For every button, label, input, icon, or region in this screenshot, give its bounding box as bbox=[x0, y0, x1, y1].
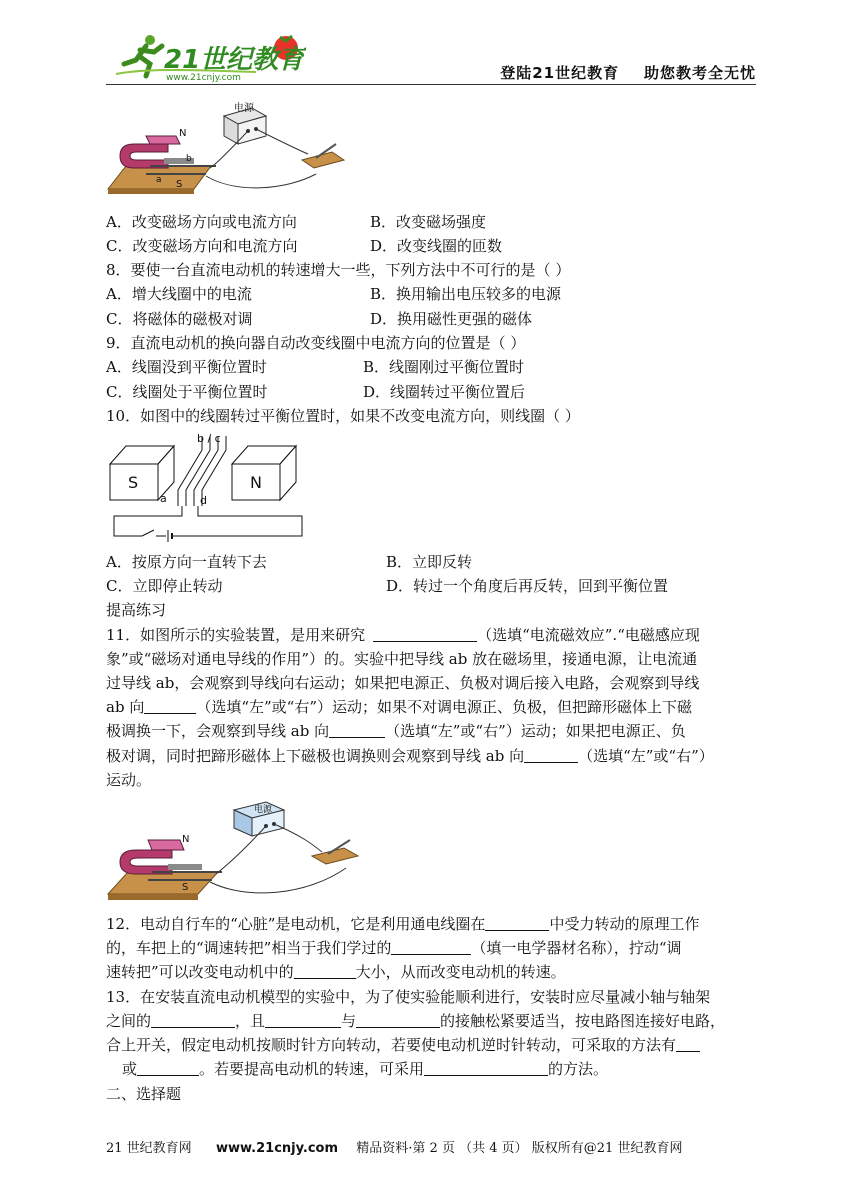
svg-text:www.21cnjy.com: www.21cnjy.com bbox=[166, 73, 241, 83]
figure-apparatus-q11 bbox=[106, 796, 368, 904]
figure-apparatus-top bbox=[106, 94, 358, 196]
q10-option-c: C．立即停止转动 bbox=[106, 577, 223, 595]
q8-option-a: A．增大线圈中的电流 bbox=[106, 285, 252, 303]
svg-text:d: d bbox=[200, 494, 207, 507]
q7-option-a: A．改变磁场方向或电流方向 bbox=[106, 213, 297, 231]
svg-text:21世纪教育: 21世纪教育 bbox=[164, 45, 305, 75]
q11-line-6: 极对调，同时把蹄形磁体上下磁极也调换则会观察到导线 ab 向 （选填“左”或“右”） bbox=[106, 747, 714, 765]
q9-option-c: C．线圈处于平衡位置时 bbox=[106, 383, 268, 401]
page-footer bbox=[106, 1137, 756, 1156]
svg-text:电源: 电源 bbox=[254, 805, 273, 815]
svg-text:S: S bbox=[176, 179, 183, 190]
svg-text:S: S bbox=[182, 882, 189, 893]
section-heading-choice: 二、选择题 bbox=[106, 1085, 182, 1103]
logo-21cnjy bbox=[106, 30, 306, 84]
q8-option-b: B．换用输出电压较多的电源 bbox=[370, 285, 562, 303]
header-divider bbox=[106, 84, 756, 85]
q9-option-d: D．线圈转过平衡位置后 bbox=[363, 383, 526, 401]
q11-line-1: 11．如图所示的实验装置，是用来研究 （选填“电流磁效应”.“电磁感应现 bbox=[106, 626, 700, 644]
svg-text:S: S bbox=[128, 473, 139, 492]
figure-coil-magnets bbox=[106, 432, 306, 542]
q8-stem: 8．要使一台直流电动机的转速增大一些，下列方法中不可行的是（ ） bbox=[106, 261, 571, 279]
q9-stem: 9．直流电动机的换向器自动改变线圈中电流方向的位置是（ ） bbox=[106, 334, 526, 352]
q10-option-b: B．立即反转 bbox=[386, 553, 473, 571]
q9-option-b: B．线圈刚过平衡位置时 bbox=[363, 358, 525, 376]
q12-line-1: 12．电动自行车的“心脏”是电动机，它是利用通电线圈在 中受力转动的原理工作 bbox=[106, 915, 700, 933]
svg-text:b / c: b / c bbox=[197, 432, 221, 445]
header-slogan: 登陆21世纪教育 助您教考全无忧 bbox=[500, 64, 756, 82]
q12-line-2: 的，车把上的“调速转把”相当于我们学过的 （填一电学器材名称），拧动“调 bbox=[106, 939, 682, 957]
footer-left: 21 世纪教育网 bbox=[106, 1141, 192, 1156]
svg-text:a: a bbox=[160, 492, 167, 505]
q10-option-d: D．转过一个角度后再反转，回到平衡位置 bbox=[386, 577, 669, 595]
svg-text:N: N bbox=[179, 128, 187, 139]
q13-line-2: 之间的 ，且 与 的接触松紧要适当，按电路图连接好电路， bbox=[106, 1012, 726, 1030]
q11-line-2: 象”或“磁场对通电导线的作用”）的。实验中把导线 ab 放在磁场里，接通电源，让电流通 bbox=[106, 650, 698, 668]
q8-option-d: D．换用磁性更强的磁体 bbox=[370, 310, 533, 328]
svg-text:N: N bbox=[250, 473, 262, 492]
footer-site-link[interactable]: www.21cnjy.com bbox=[215, 1141, 339, 1156]
q11-line-4: ab 向 （选填“左”或“右”）运动；如果不对调电源正、负极，但把蹄形磁体上下磁 bbox=[106, 698, 693, 716]
q7-option-d: D．改变线圈的匝数 bbox=[370, 237, 503, 255]
q7-option-c: C．改变磁场方向和电流方向 bbox=[106, 237, 298, 255]
page-header bbox=[106, 30, 756, 84]
q10-option-a: A．按原方向一直转下去 bbox=[106, 553, 267, 571]
q9-option-a: A．线圈没到平衡位置时 bbox=[106, 358, 267, 376]
q13-line-4: 或 。若要提高电动机的转速，可采用 的方法。 bbox=[122, 1060, 609, 1078]
q7-option-b: B．改变磁场强度 bbox=[370, 213, 487, 231]
q12-line-3: 速转把”可以改变电动机中的 大小，从而改变电动机的转速。 bbox=[106, 963, 566, 981]
q13-line-3: 合上开关，假定电动机按顺时针方向转动，若要使电动机逆时针转动，可采取的方法有 bbox=[106, 1037, 700, 1053]
q11-line-3: 过导线 ab，会观察到导线向右运动；如果把电源正、负极对调后接入电路，会观察到导线 bbox=[106, 674, 700, 692]
q11-line-7: 运动。 bbox=[106, 771, 152, 789]
svg-text:a: a bbox=[156, 175, 162, 185]
q10-stem: 10．如图中的线圈转过平衡位置时，如果不改变电流方向，则线圈（ ） bbox=[106, 407, 580, 425]
q13-line-1: 13．在安装直流电动机模型的实验中，为了使实验能顺利进行，安装时应尽量减小轴与轴架 bbox=[106, 988, 711, 1006]
svg-text:b: b bbox=[186, 154, 192, 164]
footer-page-info: 精品资料·第 2 页 （共 4 页） 版权所有@21 世纪教育网 bbox=[356, 1141, 683, 1156]
svg-text:N: N bbox=[182, 834, 190, 845]
q11-line-5: 极调换一下，会观察到导线 ab 向 （选填“左”或“右”）运动；如果把电源正、负 bbox=[106, 722, 686, 740]
svg-text:电源: 电源 bbox=[234, 103, 254, 114]
section-heading-improve: 提高练习 bbox=[106, 601, 167, 619]
q8-option-c: C．将磁体的磁极对调 bbox=[106, 310, 253, 328]
